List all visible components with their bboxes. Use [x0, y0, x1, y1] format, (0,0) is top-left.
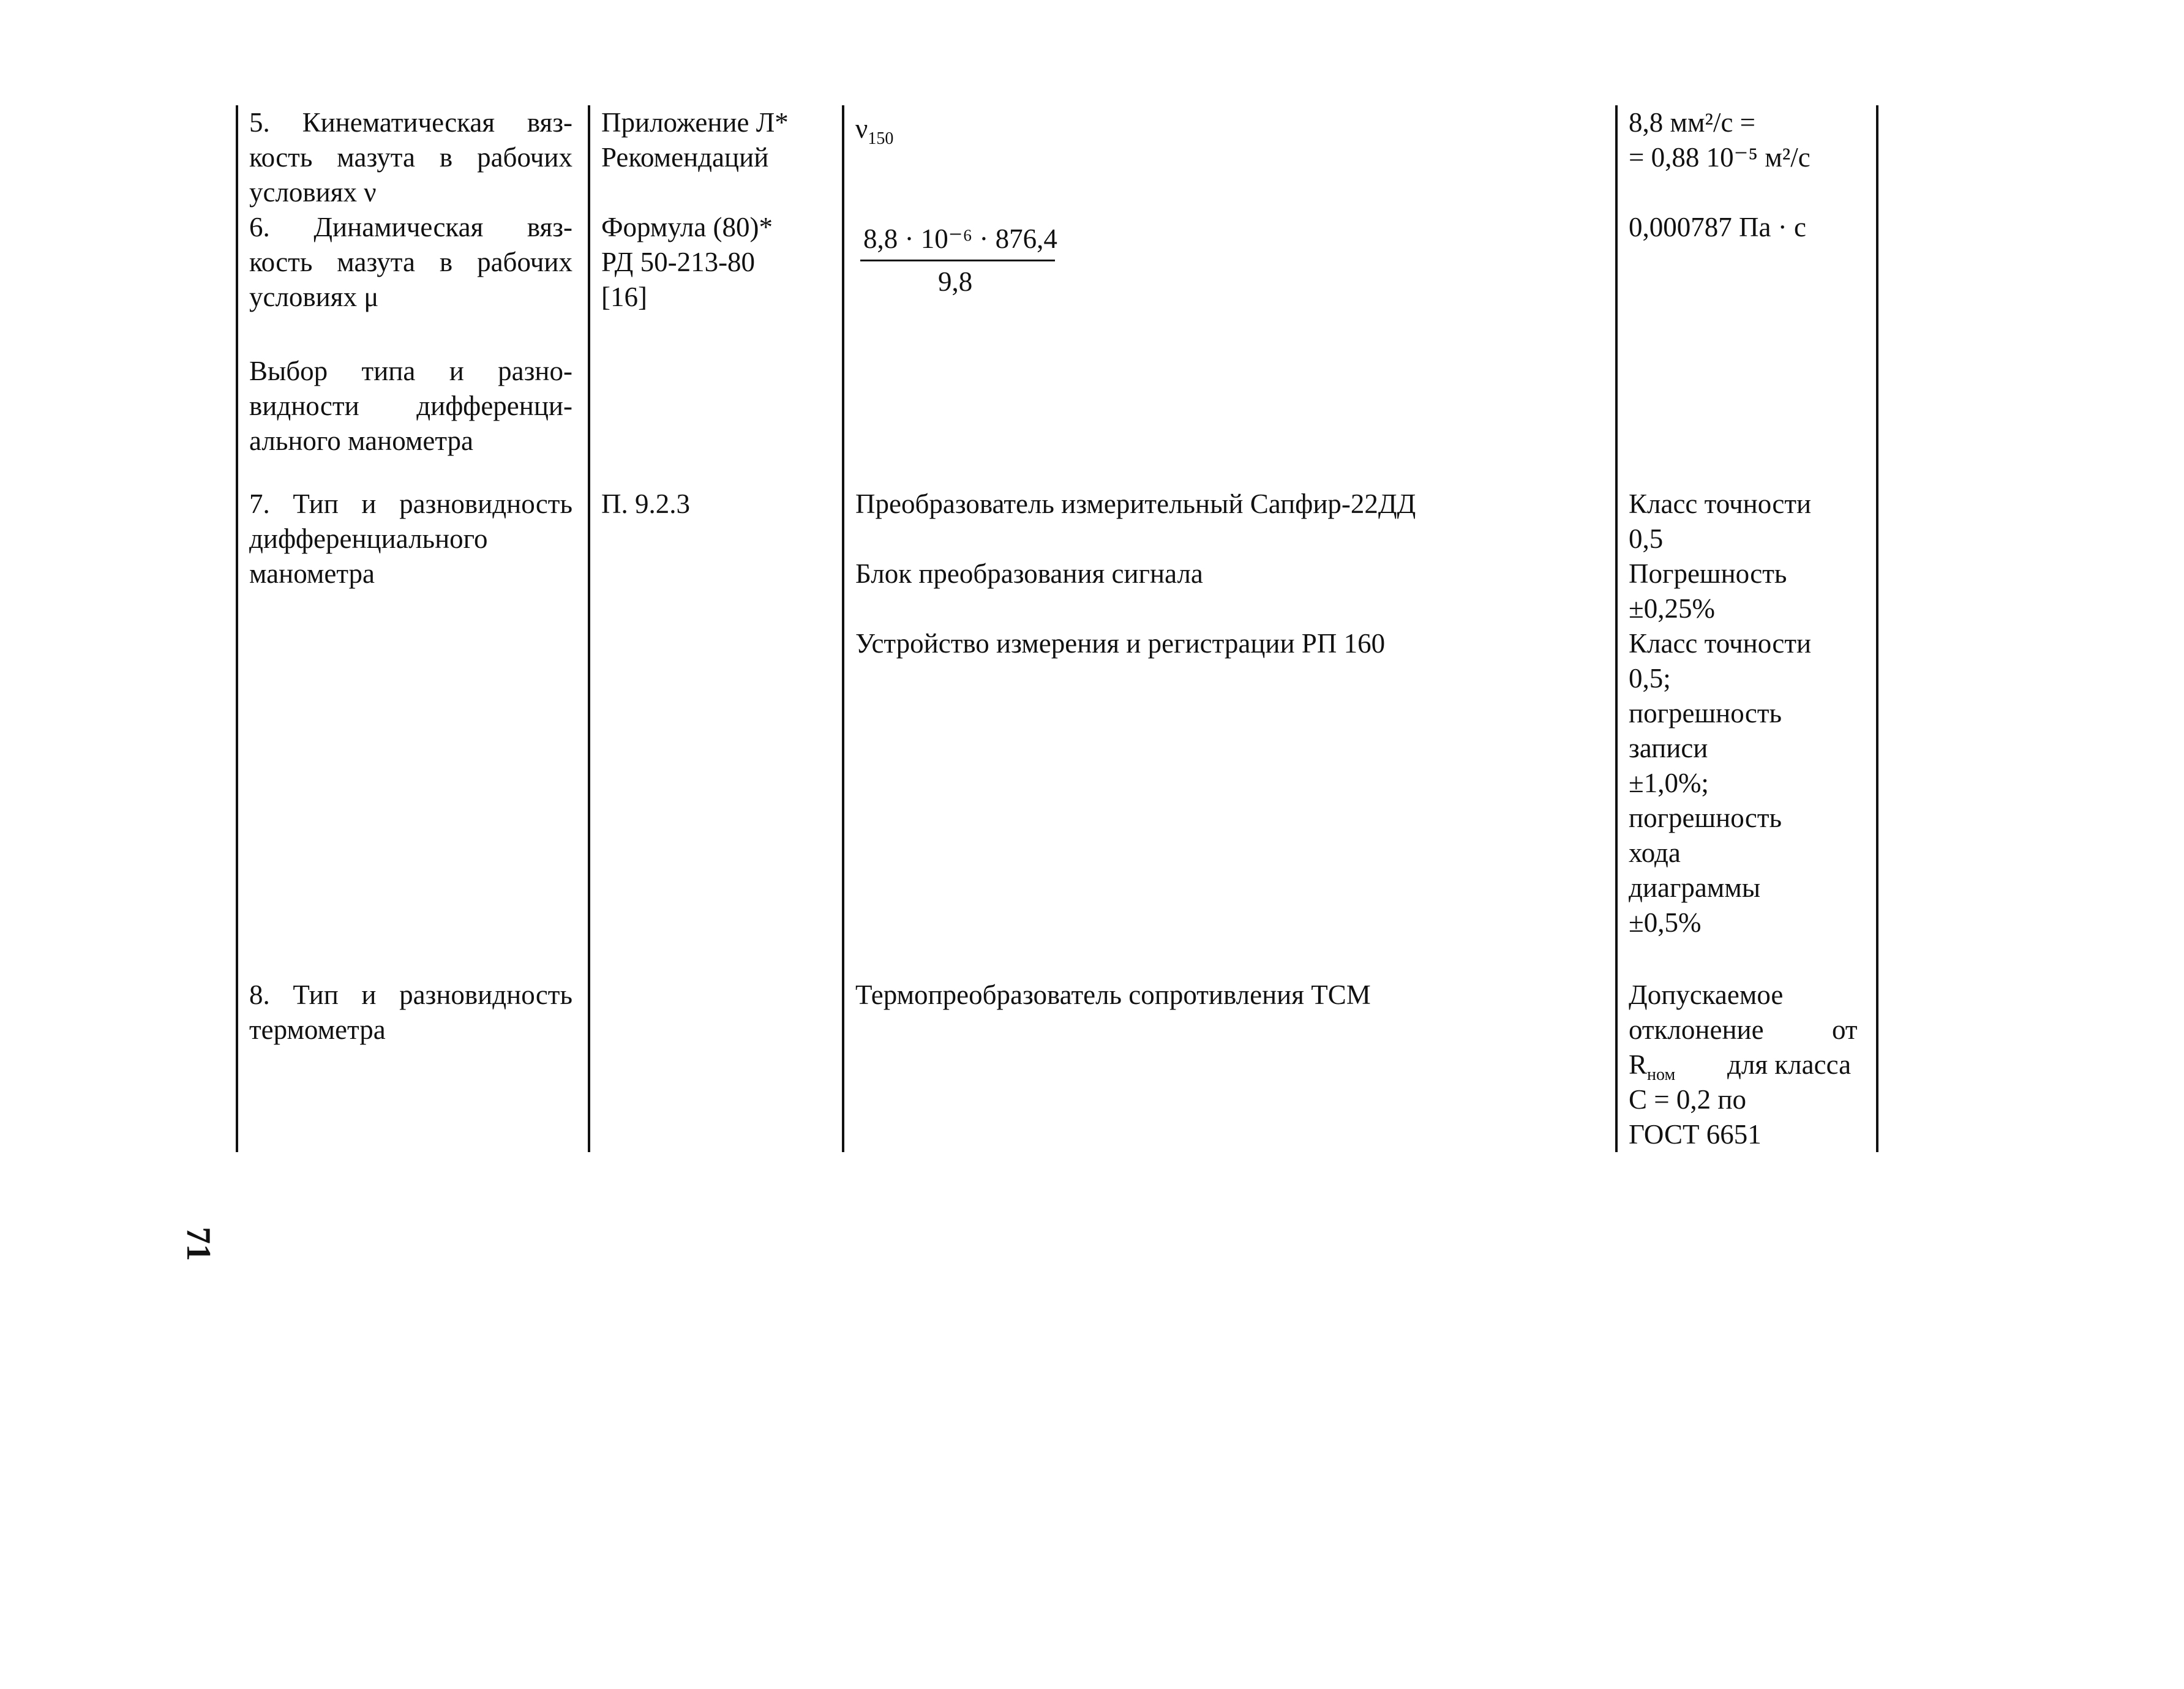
- result-line: ±1,0%;: [1629, 768, 1709, 798]
- device-tsm: Термопреобразователь сопротивления ТСМ: [855, 979, 1371, 1010]
- row5-result-line: = 0,88 10⁻⁵ м²/с: [1629, 142, 1811, 173]
- row7-result-signal-block: [1629, 556, 1787, 626]
- device-sapfir: Преобразователь измерительный Сапфир-22ДД: [855, 489, 1416, 519]
- section-heading-line: ального манометра: [249, 425, 474, 456]
- result-line: ±0,5%: [1629, 907, 1702, 938]
- table-border-right: [1876, 105, 1878, 1152]
- nu-symbol: ν: [855, 113, 868, 144]
- result-line: Погрешность: [1629, 558, 1787, 589]
- nu-subscript: 150: [868, 129, 894, 148]
- r-subscript: ном: [1647, 1065, 1676, 1084]
- result-line: записи: [1629, 733, 1708, 763]
- row5-result: [1629, 105, 1811, 175]
- result-line: погрешность: [1629, 803, 1782, 833]
- row5-source-line: Приложение Л*: [601, 107, 789, 138]
- row8-param-line: термометра: [249, 1014, 386, 1045]
- row6-source: [601, 210, 773, 315]
- fraction-bar: [860, 260, 1055, 261]
- row8-result-line: для класса: [1727, 1049, 1852, 1080]
- row5-calc: [855, 111, 893, 146]
- table-divider-2: [842, 105, 844, 1152]
- result-line: диаграммы: [1629, 872, 1761, 903]
- row8-result-line: Допускаемое: [1629, 979, 1784, 1010]
- device-signal-block: Блок преобразования сигнала: [855, 558, 1203, 589]
- row8-param: [249, 978, 572, 1047]
- row5-source-line: Рекомендаций: [601, 142, 769, 173]
- row5-param-line: кость мазута в рабочих: [249, 142, 572, 173]
- table-divider-1: [588, 105, 590, 1152]
- row6-source-line: [16]: [601, 282, 647, 312]
- r-symbol: R: [1629, 1049, 1648, 1080]
- row5-param-line: условиях ν: [249, 177, 377, 208]
- row5-param-line: 5. Кинематическая вяз-: [249, 107, 572, 138]
- result-line: Класс точности: [1629, 628, 1812, 659]
- row6-param-line: 6. Динамическая вяз-: [249, 212, 572, 242]
- row7-result-sapfir: [1629, 487, 1811, 556]
- row7-param-line: 7. Тип и разновидность: [249, 489, 572, 519]
- row5-result-line: 8,8 мм²/с =: [1629, 107, 1756, 138]
- device-rp160: Устройство измерения и регистрации РП 160: [855, 628, 1386, 659]
- row6-param-line: условиях μ: [249, 282, 379, 312]
- row6-param-line: кость мазута в рабочих: [249, 247, 572, 277]
- row6-param: [249, 210, 572, 315]
- page-number: 71: [179, 1227, 217, 1261]
- row7-param: [249, 487, 572, 591]
- formula-numerator: 8,8 · 10⁻⁶ · 876,4: [863, 223, 1057, 254]
- result-line: 0,5;: [1629, 663, 1671, 694]
- row8-result-line: ГОСТ 6651: [1629, 1119, 1762, 1150]
- section-heading-line: Выбор типа и разно-: [249, 356, 572, 386]
- result-line: Класс точности: [1629, 489, 1812, 519]
- row6-source-line: РД 50-213-80: [601, 247, 756, 277]
- section-heading-line: видности дифференци-: [249, 391, 572, 421]
- section-heading: [249, 354, 572, 459]
- row7-param-line: дифференциального: [249, 523, 488, 554]
- row6-source-line: Формула (80)*: [601, 212, 773, 242]
- result-line: ±0,25%: [1629, 593, 1715, 624]
- result-line: 0,5: [1629, 523, 1664, 554]
- row5-source: [601, 105, 789, 175]
- row8-result-line: от: [1832, 1014, 1858, 1045]
- row7-param-line: манометра: [249, 558, 375, 589]
- row6-result: [1629, 210, 1806, 245]
- row8-result-r-nom: [1629, 1047, 1675, 1082]
- row8-param-line: 8. Тип и разновидность: [249, 979, 572, 1010]
- row5-param: [249, 105, 572, 210]
- table-divider-3: [1615, 105, 1618, 1152]
- row7-source: [601, 487, 690, 522]
- formula-denominator: 9,8: [938, 266, 973, 297]
- result-line: погрешность: [1629, 698, 1782, 728]
- row6-result-line: 0,000787 Па · с: [1629, 212, 1806, 242]
- row7-result-rp160: [1629, 626, 1811, 940]
- row8-result-line: отклонение: [1629, 1014, 1764, 1045]
- result-line: хода: [1629, 837, 1681, 868]
- row8-result-line: С = 0,2 по: [1629, 1084, 1746, 1115]
- table-border-left: [236, 105, 238, 1152]
- row7-source-line: П. 9.2.3: [601, 489, 690, 519]
